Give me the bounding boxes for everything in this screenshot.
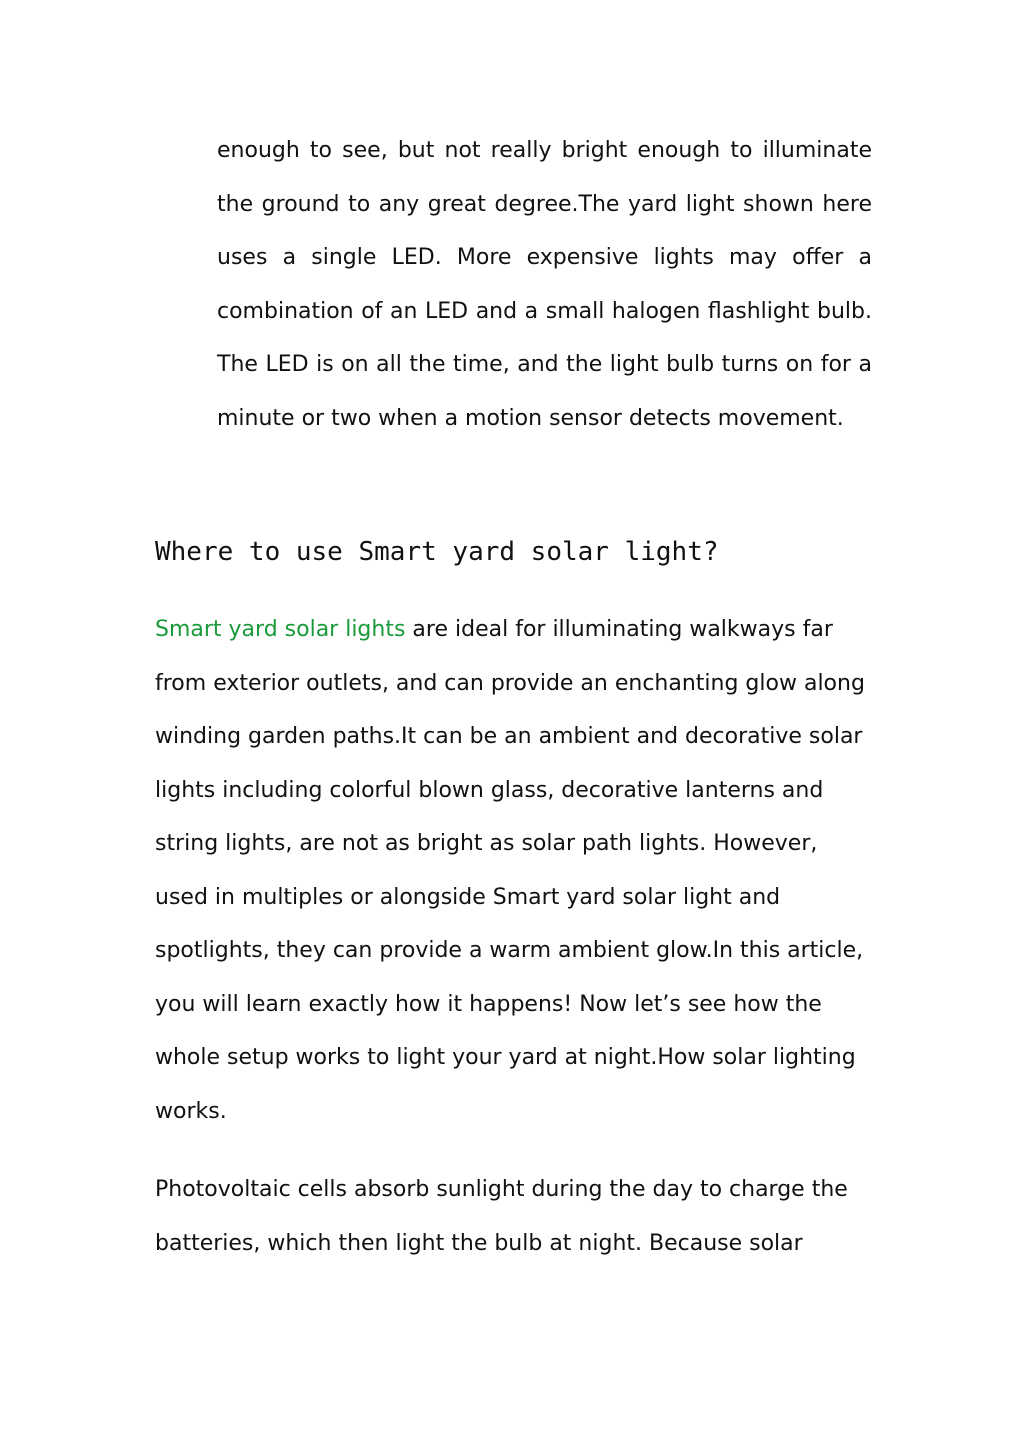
paragraph-smart-yard-lights xyxy=(155,603,875,1138)
paragraph-intro: enough to see, but not really bright enough to illuminate the ground to any great degree.The yard light shown here uses a single LED. More expensive lights may offer a combination of an LED and a small halogen flashlight bulb. The LED is on all the time, and the light bulb turns on for a minute or two when a motion sensor detects movement. xyxy=(217,138,872,431)
paragraph-smart-yard-lights-text: are ideal for illuminating walkways far from exterior outlets, and can provide an enchanting glow along winding garden paths.It can be an ambient and decorative solar lights including colorful blown glass, decorative lanterns and string lights, are not as bright as solar path lights. However, used in multiples or alongside Smart yard solar light and spotlights, they can provide a warm ambient glow.In this article, you will learn exactly how it happens! Now let’s see how the whole setup works to light your yard at night.How solar lighting works. xyxy=(155,617,865,1124)
smart-yard-solar-lights-link[interactable]: Smart yard solar lights xyxy=(155,617,406,642)
paragraph-photovoltaic: Photovoltaic cells absorb sunlight during the day to charge the batteries, which then light the bulb at night. Because solar xyxy=(155,1177,848,1256)
section-heading: Where to use Smart yard solar light? xyxy=(155,537,719,567)
